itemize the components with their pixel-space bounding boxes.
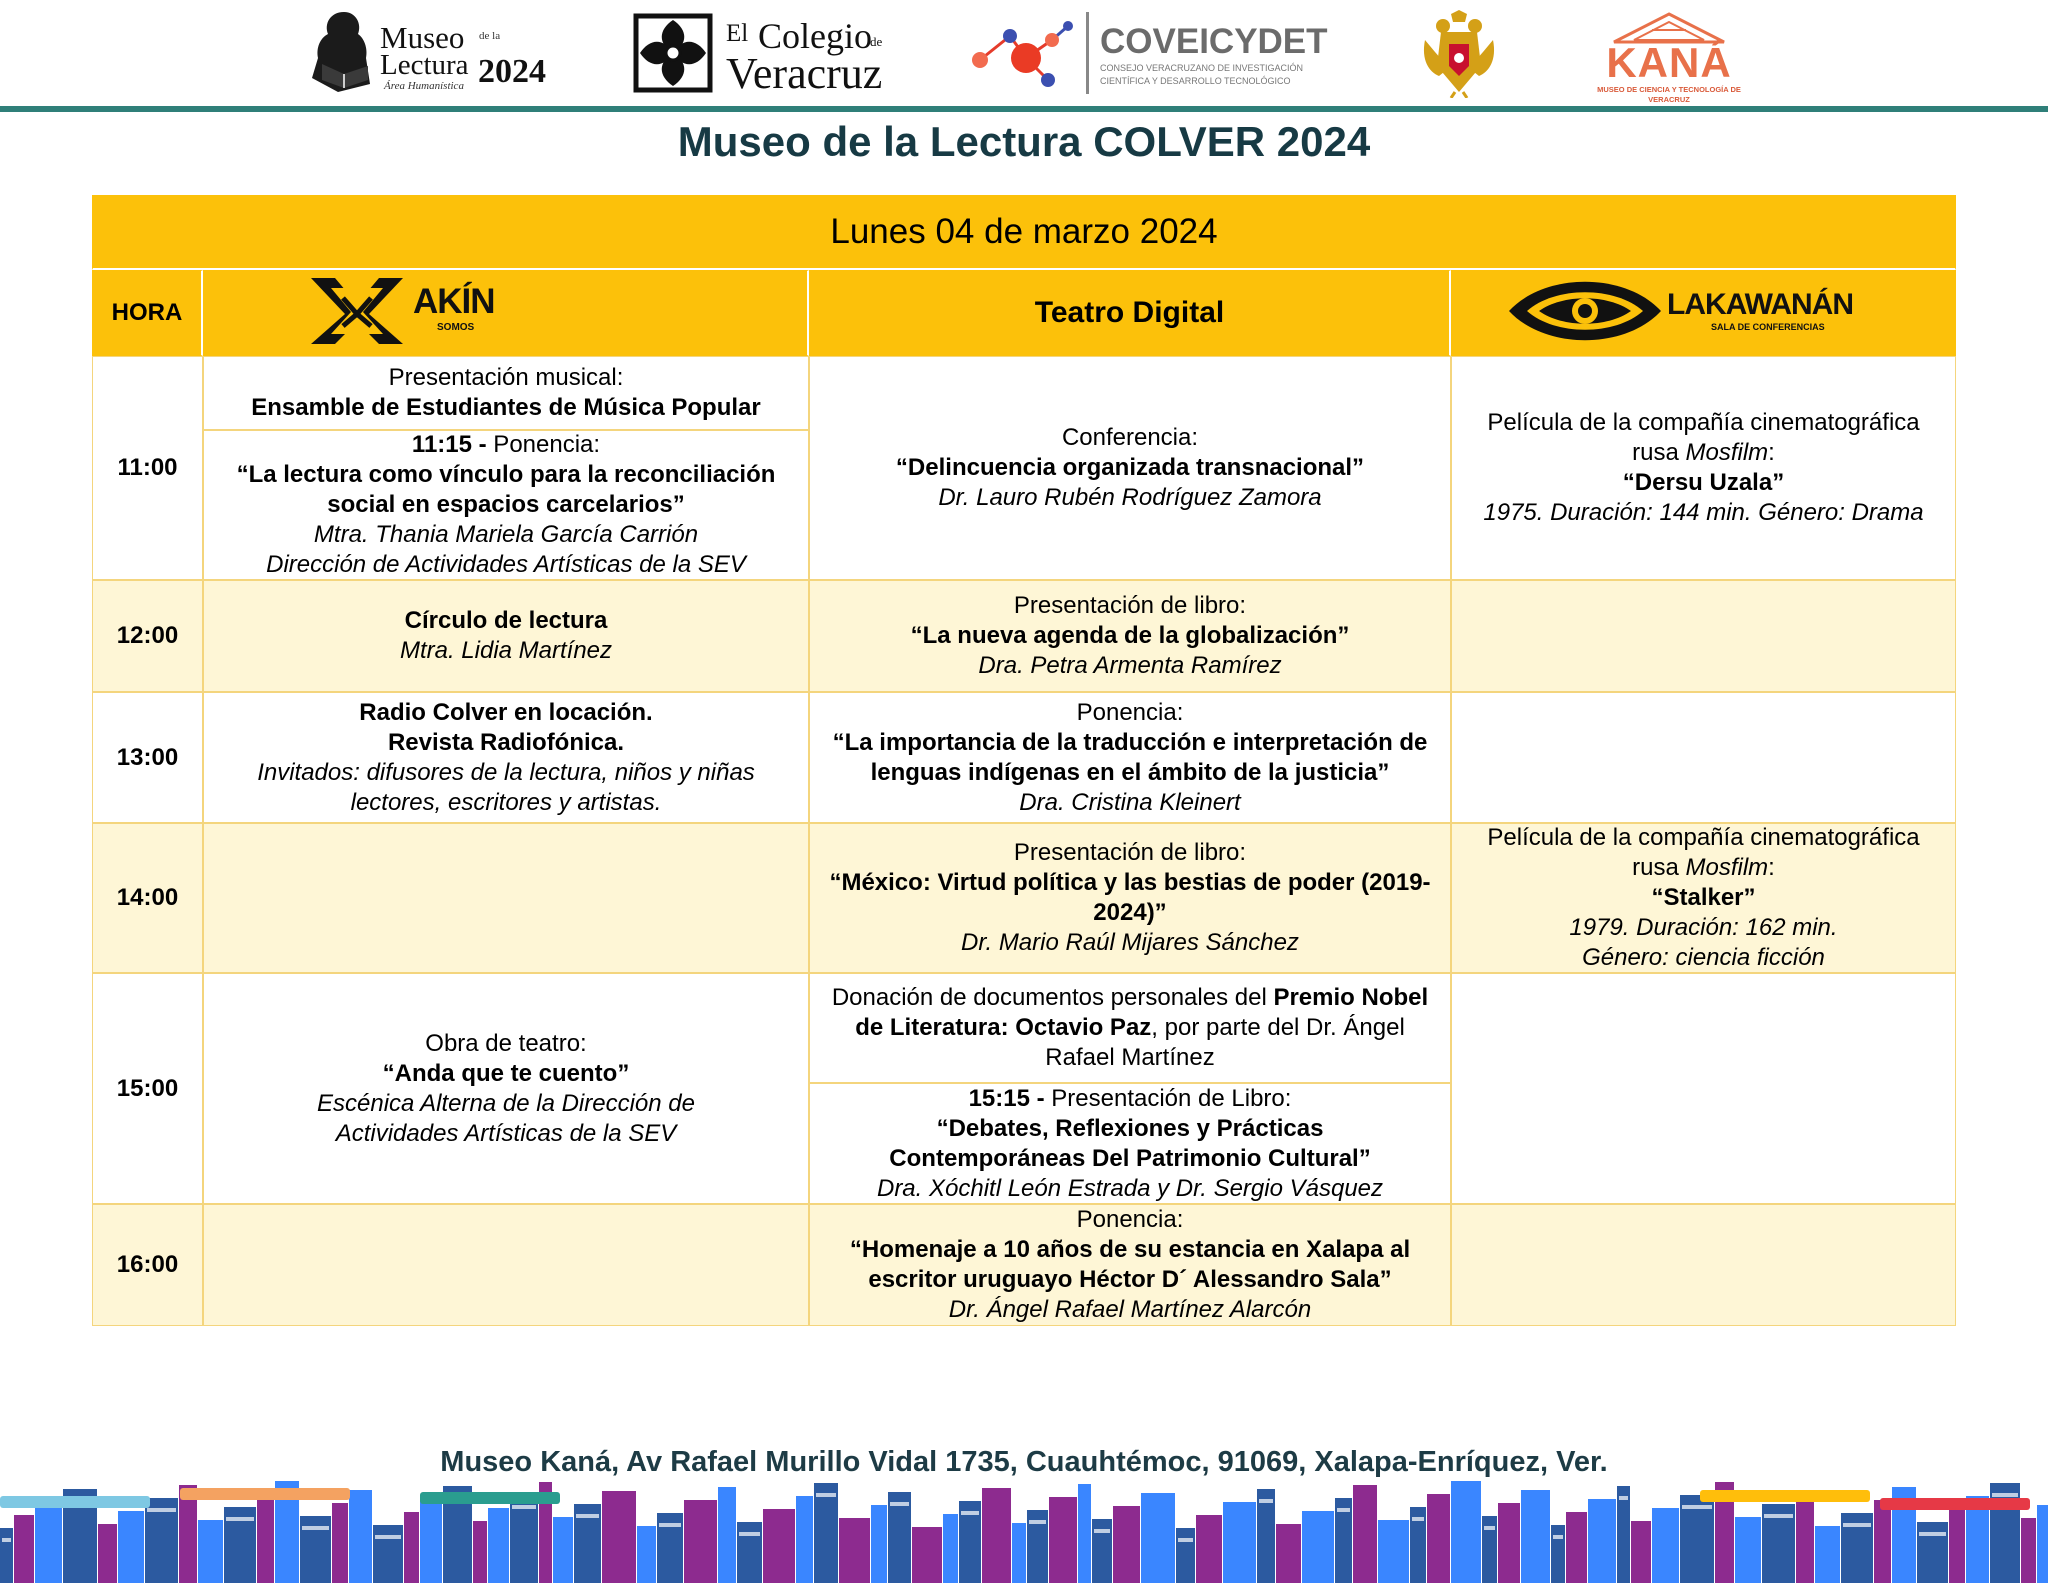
book-spine (1113, 1506, 1140, 1583)
event-type: Ponencia: (1076, 698, 1184, 726)
event-studio: Mosfilm (1685, 439, 1769, 466)
akin-empty-1400 (203, 823, 809, 973)
colegio-veracruz-logo (630, 8, 895, 98)
teatro-event-1515 (809, 1083, 1451, 1204)
museo-logo-word: Museo (380, 20, 465, 55)
event-speaker: Dr. Ángel Rafael Martínez Alarcón (948, 1296, 1312, 1323)
double-eagle-icon (1415, 10, 1503, 98)
event-title: Círculo de lectura (404, 607, 608, 634)
time-label: 12:00 (116, 622, 179, 649)
event-speaker: Escénica Alterna de la Dirección de Actividades Artísticas de la SEV (317, 1089, 695, 1147)
book-band (1553, 1535, 1563, 1539)
teatro-event-1600 (809, 1204, 1451, 1326)
book-spine (1196, 1515, 1222, 1583)
event-speaker: Mtra. Thania Mariela García Carrión (313, 521, 699, 548)
book-spine (1141, 1493, 1175, 1583)
date-header (92, 195, 1956, 270)
book-spine (982, 1488, 1011, 1583)
book-spine (602, 1491, 636, 1583)
time-cell (92, 580, 203, 692)
book-spine (796, 1496, 813, 1583)
book-spine (684, 1500, 717, 1583)
book-stacked (180, 1488, 350, 1500)
molecule-icon (966, 14, 1078, 94)
event-subtitle: Revista Radiofónica. (387, 728, 625, 756)
book-band (576, 1514, 599, 1518)
book-spine (332, 1503, 348, 1583)
event-type: Ponencia: (1076, 1206, 1184, 1233)
book-spine (1566, 1512, 1587, 1583)
books-decoration (0, 1478, 2048, 1583)
book-spine (1652, 1508, 1679, 1583)
event-affiliation: Dirección de Actividades Artísticas de la SEV (266, 551, 746, 578)
teatro-event-1300 (809, 692, 1451, 823)
book-band (659, 1523, 681, 1527)
book-spine (1353, 1485, 1377, 1583)
book-spine (1551, 1525, 1565, 1583)
book-spine (473, 1521, 487, 1583)
book-stacked (0, 1496, 150, 1508)
colegio-logo-de: de (870, 34, 883, 49)
event-title: Ensamble de Estudiantes de Música Popular (251, 394, 761, 421)
event-details: 1979. Duración: 162 min. (1569, 914, 1838, 941)
lakawanan-event-1400 (1451, 823, 1956, 973)
event-time: 11:15 - (411, 431, 487, 458)
book-band (1992, 1493, 2018, 1497)
book-spine (118, 1511, 144, 1583)
book-band (1764, 1514, 1793, 1518)
book-band (1259, 1499, 1273, 1503)
lakawanan-sub: SALA DE CONFERENCIAS (1711, 322, 1825, 332)
event-speaker: Dra. Cristina Kleinert (1019, 788, 1241, 816)
museo-logo-dela: de la (479, 30, 501, 42)
coveicydet-subtitle: CONSEJO VERACRUZANO DE INVESTIGACIÓN CIENTÍFICA Y DESARROLLO TECNOLÓGICO (1100, 63, 1304, 87)
colegio-logo-veracruz: Veracruz (726, 49, 883, 98)
book-spine (98, 1524, 117, 1583)
colegio-logo-colegio: Colegio (758, 16, 872, 56)
book-spine (763, 1509, 795, 1583)
coveicydet-name: COVEICYDET (1100, 22, 1328, 61)
book-spine (718, 1487, 736, 1583)
book-band (1843, 1523, 1871, 1527)
event-title: Radio Colver en locación. (359, 698, 653, 726)
book-band (2, 1538, 11, 1542)
book-spine (1815, 1526, 1840, 1583)
event-speaker: Dr. Mario Raúl Mijares Sánchez (961, 929, 1299, 956)
akin-event-1500 (203, 973, 809, 1204)
event-speaker: Dra. Petra Armenta Ramírez (978, 652, 1282, 679)
book-spine (373, 1525, 403, 1583)
event-type: Película de la compañía cinematográfica rusa (1487, 409, 1920, 466)
event-guests: Invitados: difusores de la lectura, niños y niñas lectores, escritores y artistas. (257, 758, 755, 816)
book-band (816, 1493, 836, 1497)
event-title: “La nueva agenda de la globalización” (910, 622, 1350, 649)
book-spine (1617, 1486, 1630, 1583)
event-title: “La lectura como vínculo para la reconciliación social en espacios carcelarios” (236, 461, 776, 518)
book-spine (912, 1527, 942, 1583)
hora-label: HORA (111, 299, 183, 326)
book-spine (1917, 1522, 1948, 1583)
reader-silhouette-icon (308, 8, 378, 96)
book-spine (1796, 1491, 1814, 1583)
lakawanan-empty-1300 (1451, 692, 1956, 823)
event-details: 1975. Duración: 144 min. Género: Drama (1483, 499, 1924, 526)
time-label: 11:00 (117, 454, 178, 481)
book-spine (1588, 1499, 1616, 1583)
colegio-logo-el: El (726, 20, 749, 47)
book-spine (1012, 1523, 1026, 1583)
book-spine (2021, 1518, 2036, 1583)
event-type: Presentación de libro: (1013, 839, 1247, 866)
event-text: Donación de documentos personales del (831, 984, 1274, 1011)
book-band (1337, 1508, 1350, 1512)
coveicydet-divider (1086, 12, 1089, 94)
event-type: Ponencia: (486, 431, 601, 458)
book-spine (1874, 1500, 1891, 1583)
book-spine (1521, 1490, 1550, 1583)
book-stacked (420, 1492, 560, 1504)
lakawanan-empty-1600 (1451, 1204, 1956, 1326)
akin-event-1100 (203, 356, 809, 430)
teatro-digital-label: Teatro Digital (1034, 296, 1225, 329)
museo-logo-year: 2024 (478, 53, 546, 90)
event-text: , por parte del Dr. Ángel Rafael Martínez (1045, 1014, 1405, 1071)
book-spine (257, 1494, 274, 1583)
book-stacked (1880, 1498, 2030, 1510)
akin-sub: SOMOS (437, 322, 475, 333)
event-type: Conferencia: (1061, 424, 1199, 451)
museo-lectura-logo (308, 8, 566, 98)
book-band (961, 1511, 979, 1515)
book-band (226, 1517, 254, 1521)
teatro-event-1500 (809, 973, 1451, 1083)
book-spine (737, 1522, 762, 1583)
book-spine (1049, 1497, 1077, 1583)
book-spine (1257, 1489, 1275, 1583)
time-cell (92, 692, 203, 823)
event-title: “Debates, Reflexiones y Prácticas Contemporáneas Del Patrimonio Cultural” (889, 1114, 1371, 1172)
event-genre: Género: ciencia ficción (1582, 944, 1825, 971)
hora-header (92, 270, 203, 356)
teatro-header (809, 270, 1451, 356)
akin-glyph-icon (307, 274, 407, 346)
akin-name: AKÍN (413, 282, 495, 321)
lakawanan-event-1100 (1451, 356, 1956, 580)
book-spine (198, 1520, 223, 1583)
book-band (1619, 1496, 1628, 1500)
book-spine (1451, 1481, 1481, 1583)
book-band (1484, 1526, 1495, 1530)
event-title: Premio Nobel de Literatura: Octavio Paz (855, 984, 1429, 1041)
book-spine (404, 1512, 419, 1583)
kana-logo (1594, 10, 1744, 104)
book-spine (1427, 1494, 1450, 1583)
museo-logo-area: Área Humanística (384, 80, 464, 92)
event-speaker: Dra. Xóchitl León Estrada y Dr. Sergio Vásquez (876, 1174, 1384, 1202)
event-type: Presentación de libro: (1013, 592, 1247, 619)
time-cell (92, 973, 203, 1204)
date-label: Lunes 04 de marzo 2024 (830, 212, 1218, 251)
book-spine (1176, 1528, 1195, 1583)
time-label: 16:00 (116, 1251, 179, 1278)
lakawanan-empty-1200 (1451, 580, 1956, 692)
time-cell (92, 823, 203, 973)
event-title: “Dersu Uzala” (1622, 469, 1785, 496)
book-stacked (1700, 1490, 1870, 1502)
book-spine (1078, 1484, 1091, 1583)
teatro-event-1100 (809, 356, 1451, 580)
book-spine (35, 1502, 62, 1583)
book-spine (871, 1505, 887, 1583)
book-band (302, 1526, 329, 1530)
book-band (890, 1502, 909, 1506)
time-label: 13:00 (116, 743, 179, 771)
time-label: 14:00 (116, 884, 179, 911)
book-band (1094, 1529, 1110, 1533)
teatro-event-1200 (809, 580, 1451, 692)
lakawanan-logo (1505, 276, 1905, 348)
time-label: 15:00 (116, 1074, 179, 1102)
book-spine (349, 1490, 372, 1583)
book-spine (814, 1483, 838, 1583)
event-time: 15:15 - (968, 1084, 1045, 1112)
museo-logo-lectura: Lectura (380, 49, 469, 81)
book-spine (1276, 1524, 1301, 1583)
book-spine (637, 1526, 656, 1583)
book-spine (1735, 1517, 1761, 1583)
footer-address: Museo Kaná, Av Rafael Murillo Vidal 1735, Cuauhtémoc, 91069, Xalapa-Enríquez, Ver. (440, 1446, 1608, 1478)
event-colon: : (1768, 854, 1775, 881)
event-title: “México: Virtud política y las bestias de poder (2019-2024)” (829, 869, 1431, 926)
akin-event-1200 (203, 580, 809, 692)
event-title: “Delincuencia organizada transnacional” (895, 454, 1365, 481)
book-band (1178, 1538, 1193, 1542)
page-title: Museo de la Lectura COLVER 2024 (677, 118, 1371, 165)
colegio-flower-icon (630, 10, 716, 96)
book-spine (839, 1518, 870, 1583)
book-spine (1631, 1521, 1651, 1583)
book-band (375, 1535, 401, 1539)
lakawanan-empty-1500 (1451, 973, 1956, 1204)
akin-event-1115 (203, 430, 809, 580)
kana-name: KANÁ (1606, 39, 1732, 86)
event-type: Presentación musical: (388, 364, 624, 391)
book-spine (2037, 1505, 2048, 1583)
book-band (1919, 1532, 1946, 1536)
event-type: Obra de teatro: (425, 1029, 587, 1057)
schedule-table (92, 195, 1956, 1331)
russian-coat-of-arms-logo (1415, 10, 1503, 98)
event-type: Película de la compañía cinematográfica rusa (1487, 824, 1920, 881)
event-title: “Stalker” (1651, 884, 1756, 911)
event-studio: Mosfilm (1685, 854, 1769, 881)
coveicydet-logo (966, 10, 1328, 100)
book-spine (488, 1508, 509, 1583)
akin-logo (307, 272, 607, 352)
book-band (1412, 1517, 1424, 1521)
akin-empty-1600 (203, 1204, 809, 1326)
kana-subtitle: MUSEO DE CIENCIA Y TECNOLOGÍA DE VERACRUZ (1597, 85, 1741, 104)
book-spine (0, 1528, 13, 1583)
book-spine (553, 1517, 573, 1583)
book-band (512, 1505, 536, 1509)
event-speaker: Mtra. Lidia Martínez (399, 637, 613, 664)
akin-event-1300 (203, 692, 809, 823)
eye-icon (1505, 276, 1665, 346)
event-colon: : (1768, 439, 1775, 466)
event-title: “La importancia de la traducción e interpretación de lenguas indígenas en el ámbito de la justicia” (832, 728, 1428, 786)
time-cell (92, 1204, 203, 1326)
event-title: “Anda que te cuento” (382, 1059, 630, 1087)
book-spine (943, 1514, 958, 1583)
book-spine (1092, 1519, 1112, 1583)
book-spine (420, 1499, 442, 1583)
book-spine (1949, 1509, 1965, 1583)
lakawanan-name: LAKAWANÁN (1667, 288, 1853, 321)
book-band (1029, 1520, 1046, 1524)
event-speaker: Dr. Lauro Rubén Rodríguez Zamora (938, 484, 1322, 511)
book-spine (14, 1515, 34, 1583)
book-spine (1223, 1502, 1256, 1583)
event-type: Presentación de Libro: (1044, 1084, 1292, 1112)
book-spine (1302, 1511, 1334, 1583)
teatro-event-1400 (809, 823, 1451, 973)
book-spine (1378, 1520, 1409, 1583)
header-divider (0, 106, 2048, 112)
book-band (1682, 1505, 1712, 1509)
book-band (147, 1508, 176, 1512)
book-band (739, 1532, 760, 1536)
event-title: “Homenaje a 10 años de su estancia en Xalapa al escritor uruguayo Héctor D´ Alessandro Sala” (849, 1236, 1411, 1293)
book-spine (1498, 1503, 1520, 1583)
time-cell (92, 356, 203, 580)
